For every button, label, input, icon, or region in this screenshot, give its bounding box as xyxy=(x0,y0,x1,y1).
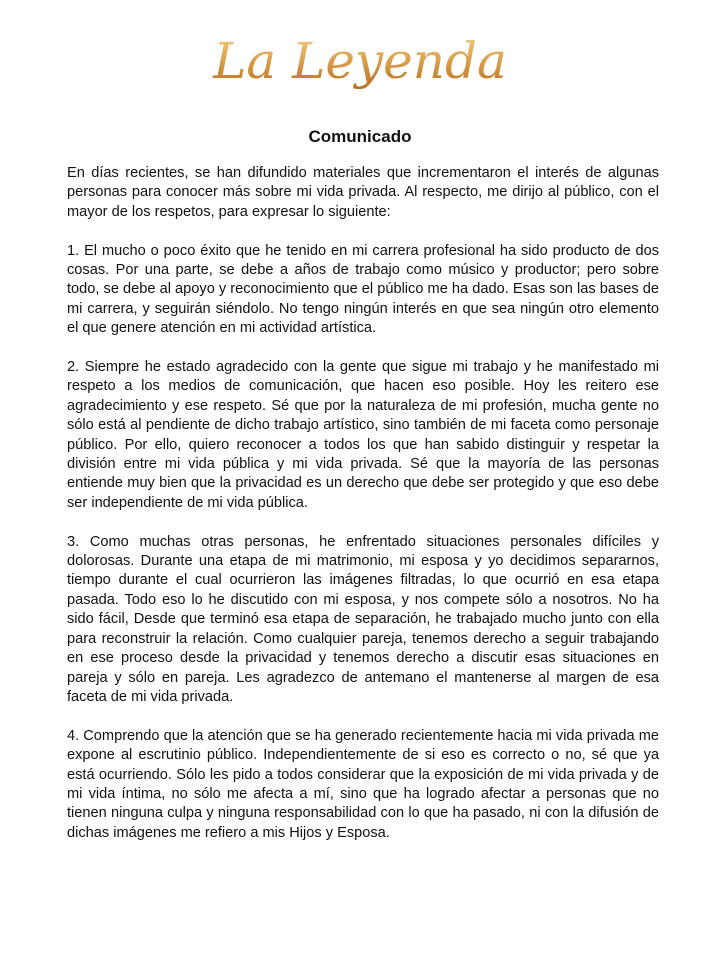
logo-text: La Leyenda xyxy=(213,32,507,90)
paragraph-3: 3. Como muchas otras personas, he enfrentado situaciones personales difíciles y dolorosas. Durante una etapa de mi matrimonio, mi esposa y yo decidimos separarnos, tiempo durante el cual ocurrieron las imágenes filtradas, lo que ocurrió en esa etapa pasada. Todo eso lo he discutido con mi esposa, y nos compete sólo a nosotros. No ha sido fácil, Desde que terminó esa etapa de separación, he trabajado mucho junto con ella para reconstruir la relación. Como cualquier pareja, tenemos derecho a seguir trabajando en ese proceso desde la privacidad y tenemos derecho a discutir esas situaciones en pareja y sólo en pareja. Les agradezco de antemano el mantenerse al margen de esa faceta de mi vida privada. xyxy=(67,533,659,705)
logo xyxy=(0,20,720,100)
page-title: Comunicado xyxy=(308,127,412,146)
paragraph-4: 4. Comprendo que la atención que se ha generado recientemente hacia mi vida privada me expone al escrutinio público. Independientemente de si eso es correcto o no, sé que ya está ocurriendo. Sólo les pido a todos considerar que la exposición de mi vida privada y de mi vida íntima, no sólo me afecta a mí, sino que ha logrado afectar a personas que no tienen ninguna culpa y ninguna responsabilidad con lo que ha pasado, ni con la difusión de dichas imágenes me refiero a mis Hijos y Esposa. xyxy=(67,727,659,841)
paragraph-2: 2. Siempre he estado agradecido con la gente que sigue mi trabajo y he manifestado mi respeto a los medios de comunicación, que hacen eso posible. Hoy les reitero ese agradecimiento y ese respeto. Sé que por la naturaleza de mi profesión, mucha gente no sólo está al pendiente de dicho trabajo artístico, sino también de mi faceta como personaje público. Por ello, quiero reconocer a todos los que han sabido distinguir y respetar la división entre mi vida pública y mi vida privada. Sé que la mayoría de las personas entiende muy bien que la privacidad es un derecho que debe ser protegido y que eso debe ser independiente de mi vida pública. xyxy=(67,359,659,511)
intro-paragraph: En días recientes, se han difundido materiales que incrementaron el interés de algunas personas para conocer más sobre mi vida privada. Al respecto, me dirijo al público, con el mayor de los respetos, para expresar lo siguiente: xyxy=(67,165,659,220)
statement-body xyxy=(67,164,659,863)
paragraph-1: 1. El mucho o poco éxito que he tenido en mi carrera profesional ha sido producto de dos cosas. Por una parte, se debe a años de trabajo como músico y productor; pero sobre todo, se debe al apoyo y reconocimiento que el público me ha dado. Esas son las bases de mi carrera, y seguirán siéndolo. No tengo ningún interés en que sea ningún otro elemento el que genere atención en mi actividad artística. xyxy=(67,242,659,337)
logo-wordmark xyxy=(213,20,507,100)
